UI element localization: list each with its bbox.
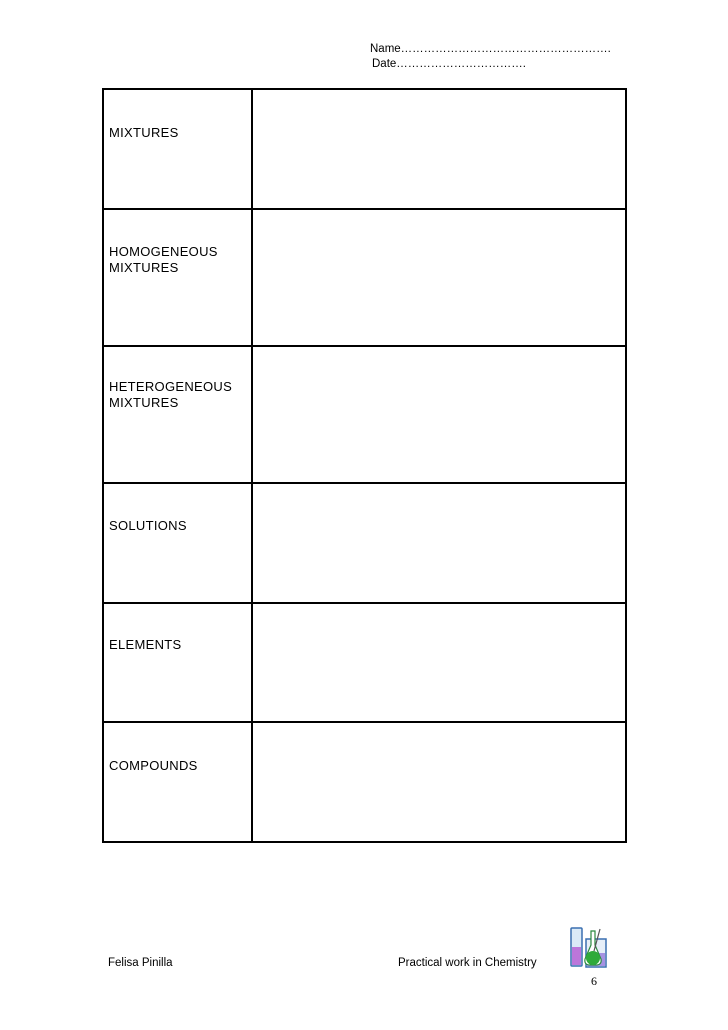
row-label-homogeneous-mixtures: HOMOGENEOUS MIXTURES [109,244,218,275]
lab-glassware-icon [566,925,614,971]
row-label-cell [103,209,252,346]
answer-cell-mixtures[interactable] [252,89,626,209]
cylinder-liquid [572,947,581,965]
page-number: 6 [591,974,597,988]
row-label-mixtures: MIXTURES [109,125,179,140]
vocabulary-table [102,88,627,843]
answer-cell-solutions[interactable] [252,483,626,603]
footer-author: Felisa Pinilla [108,957,173,969]
row-label-cell [103,89,252,209]
name-field-line[interactable]: Name………………………………………………. [370,43,611,55]
table-row [103,346,626,483]
table-row [103,722,626,842]
table-row [103,209,626,346]
row-label-compounds: COMPOUNDS [109,758,198,773]
row-label-cell [103,603,252,722]
answer-cell-compounds[interactable] [252,722,626,842]
row-label-heterogeneous-mixtures: HETEROGENEOUS MIXTURES [109,379,233,410]
answer-cell-heterogeneous-mixtures[interactable] [252,346,626,483]
footer-course: Practical work in Chemistry [398,957,537,969]
table-row [103,89,626,209]
row-label-cell [103,483,252,603]
row-label-solutions: SOLUTIONS [109,518,187,533]
row-label-cell [103,722,252,842]
table-row [103,603,626,722]
answer-cell-homogeneous-mixtures[interactable] [252,209,626,346]
answer-cell-elements[interactable] [252,603,626,722]
row-label-cell [103,346,252,483]
date-field-line[interactable]: Date……………………………. [372,58,526,70]
table-row [103,483,626,603]
row-label-elements: ELEMENTS [109,637,182,652]
flask-liquid [586,951,600,965]
